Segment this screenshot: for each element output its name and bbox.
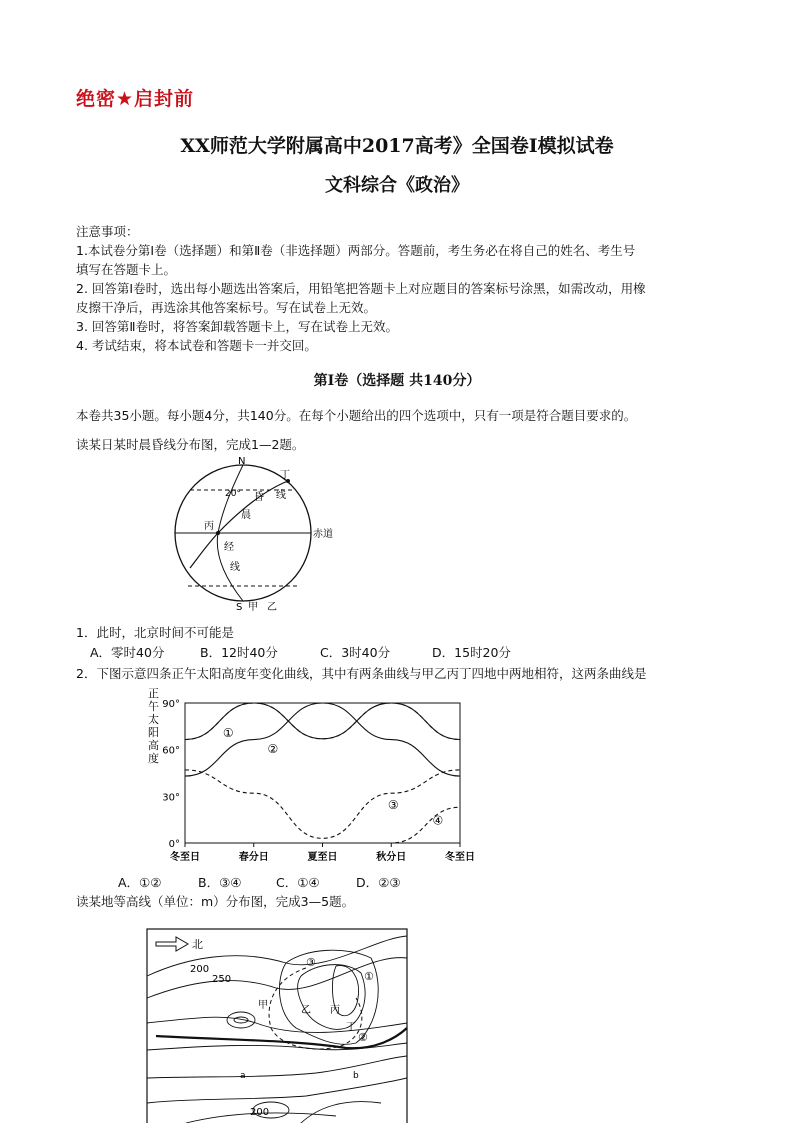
label-hun: 昏 [254, 492, 264, 503]
x-tick-label: 夏至日 [307, 852, 338, 863]
contour-map [146, 928, 408, 1123]
marker-3: ③ [306, 956, 316, 969]
label-a: a [240, 1071, 246, 1081]
label-bing: 丙 [204, 521, 214, 532]
q2-option-c[interactable]: C．①④ [276, 875, 320, 890]
north-arrow-icon [156, 937, 188, 951]
q2-options [118, 873, 401, 892]
y-axis-label [148, 687, 159, 765]
y-axis-label-char: 高 [148, 739, 159, 752]
x-tick-label: 秋分日 [376, 852, 407, 863]
map-frame [147, 929, 407, 1123]
y-tick-label: 90° [162, 699, 180, 710]
q2-option-a[interactable]: A．①② [118, 875, 162, 890]
q1-options [90, 643, 511, 662]
y-axis-label-char: 午 [148, 700, 159, 713]
label-chen: 晨 [241, 510, 251, 521]
x-tick-label: 冬至日 [445, 852, 475, 863]
fig1-lead: 读某日某时晨昏线分布图，完成1—2题。 [76, 437, 305, 452]
instructions [76, 222, 726, 355]
label-bing: 丙 [330, 1005, 340, 1016]
contour-200-bottom: 200 [250, 1107, 270, 1118]
confidential-label: 绝密★启封前 [76, 88, 195, 110]
y-axis-label-char: 度 [148, 752, 159, 765]
q1-option-a[interactable]: A．零时40分 [90, 645, 165, 660]
curve-label-3: ③ [387, 797, 399, 812]
label-20deg: 20° [225, 489, 241, 499]
exam-subtitle: 文科综合《政治》 [325, 175, 469, 196]
y-tick-label: 30° [162, 792, 180, 804]
instruction-line: 1.本试卷分第Ⅰ卷（选择题）和第Ⅱ卷（非选择题）两部分。答题前，考生务必在将自己的姓名、考生号 [76, 243, 636, 258]
section-title: 第Ⅰ卷（选择题 共140分） [313, 373, 481, 389]
exam-title: XX师范大学附属高中2017高考》全国卷Ⅰ模拟试卷 [180, 135, 614, 157]
label-xian-meridian: 线 [230, 562, 240, 573]
label-jia: 甲 [248, 602, 258, 613]
y-tick-label: 0° [168, 839, 180, 850]
plot-frame [185, 703, 460, 843]
curve-label-1: ① [222, 726, 234, 741]
q2-option-b[interactable]: B．③④ [198, 875, 242, 890]
label-b: b [353, 1071, 359, 1081]
solar-altitude-chart [140, 683, 485, 866]
contour-lines [147, 936, 407, 1123]
y-axis-label-char: 正 [148, 687, 159, 700]
curve-label-2: ② [267, 741, 279, 756]
instruction-line: 皮擦干净后，再选涂其他答案标号。写在试卷上无效。 [76, 300, 377, 315]
q2-option-d[interactable]: D．②③ [356, 875, 401, 890]
label-north: N [238, 456, 246, 467]
label-yi: 乙 [267, 602, 277, 613]
label-equator: 赤道 [313, 529, 333, 540]
instruction-line: 填写在答题卡上。 [76, 262, 177, 277]
x-tick-label: 春分日 [238, 852, 269, 863]
river [156, 1028, 407, 1048]
label-north: 北 [192, 938, 203, 951]
instructions-heading: 注意事项： [76, 224, 139, 239]
q1-option-c[interactable]: C．3时40分 [320, 645, 391, 660]
x-tick-label: 冬至日 [170, 852, 200, 863]
series-line-3 [185, 770, 460, 838]
y-axis-label-char: 太 [148, 713, 159, 726]
marker-2: ② [358, 1031, 368, 1044]
contour-200-top: 200 [190, 964, 210, 975]
q1-stem: 1．此时，北京时间不可能是 [76, 625, 234, 640]
label-yi: 乙 [301, 1005, 311, 1016]
series-line-4 [185, 807, 460, 843]
label-xian: 线 [276, 490, 286, 501]
point-bing [216, 531, 220, 535]
marker-1: ① [364, 970, 374, 983]
curve-label-4: ④ [432, 813, 444, 828]
label-ding: 丁 [346, 1022, 356, 1033]
label-jing: 经 [224, 542, 234, 553]
label-south: S [236, 602, 243, 613]
section-intro: 本卷共35小题。每小题4分，共140分。在每个小题给出的四个选项中，只有一项是符合题目要求的。 [76, 408, 637, 423]
q1-option-d[interactable]: D．15时20分 [432, 645, 511, 660]
q2-stem: 2．下图示意四条正午太阳高度年变化曲线，其中有两条曲线与甲乙丙丁四地中两地相符，这两条曲线是 [76, 666, 647, 681]
label-jia: 甲 [258, 1000, 268, 1011]
label-ding: 丁 [280, 470, 290, 481]
y-axis-label-char: 阳 [148, 726, 159, 739]
contour-250-top: 250 [212, 974, 232, 985]
terminator-diagram [170, 452, 380, 614]
instruction-line: 4. 考试结束，将本试卷和答题卡一并交回。 [76, 338, 317, 353]
fig3-lead: 读某地等高线（单位：m）分布图，完成3—5题。 [76, 894, 355, 909]
y-tick-label: 60° [162, 745, 180, 757]
instruction-line: 2. 回答第Ⅰ卷时，选出每小题选出答案后，用铅笔把答题卡上对应题目的答案标号涂黑，如需改动，用橡 [76, 281, 646, 296]
q1-option-b[interactable]: B．12时40分 [200, 645, 278, 660]
instruction-line: 3. 回答第Ⅱ卷时，将答案卸载答题卡上，写在试卷上无效。 [76, 319, 399, 334]
